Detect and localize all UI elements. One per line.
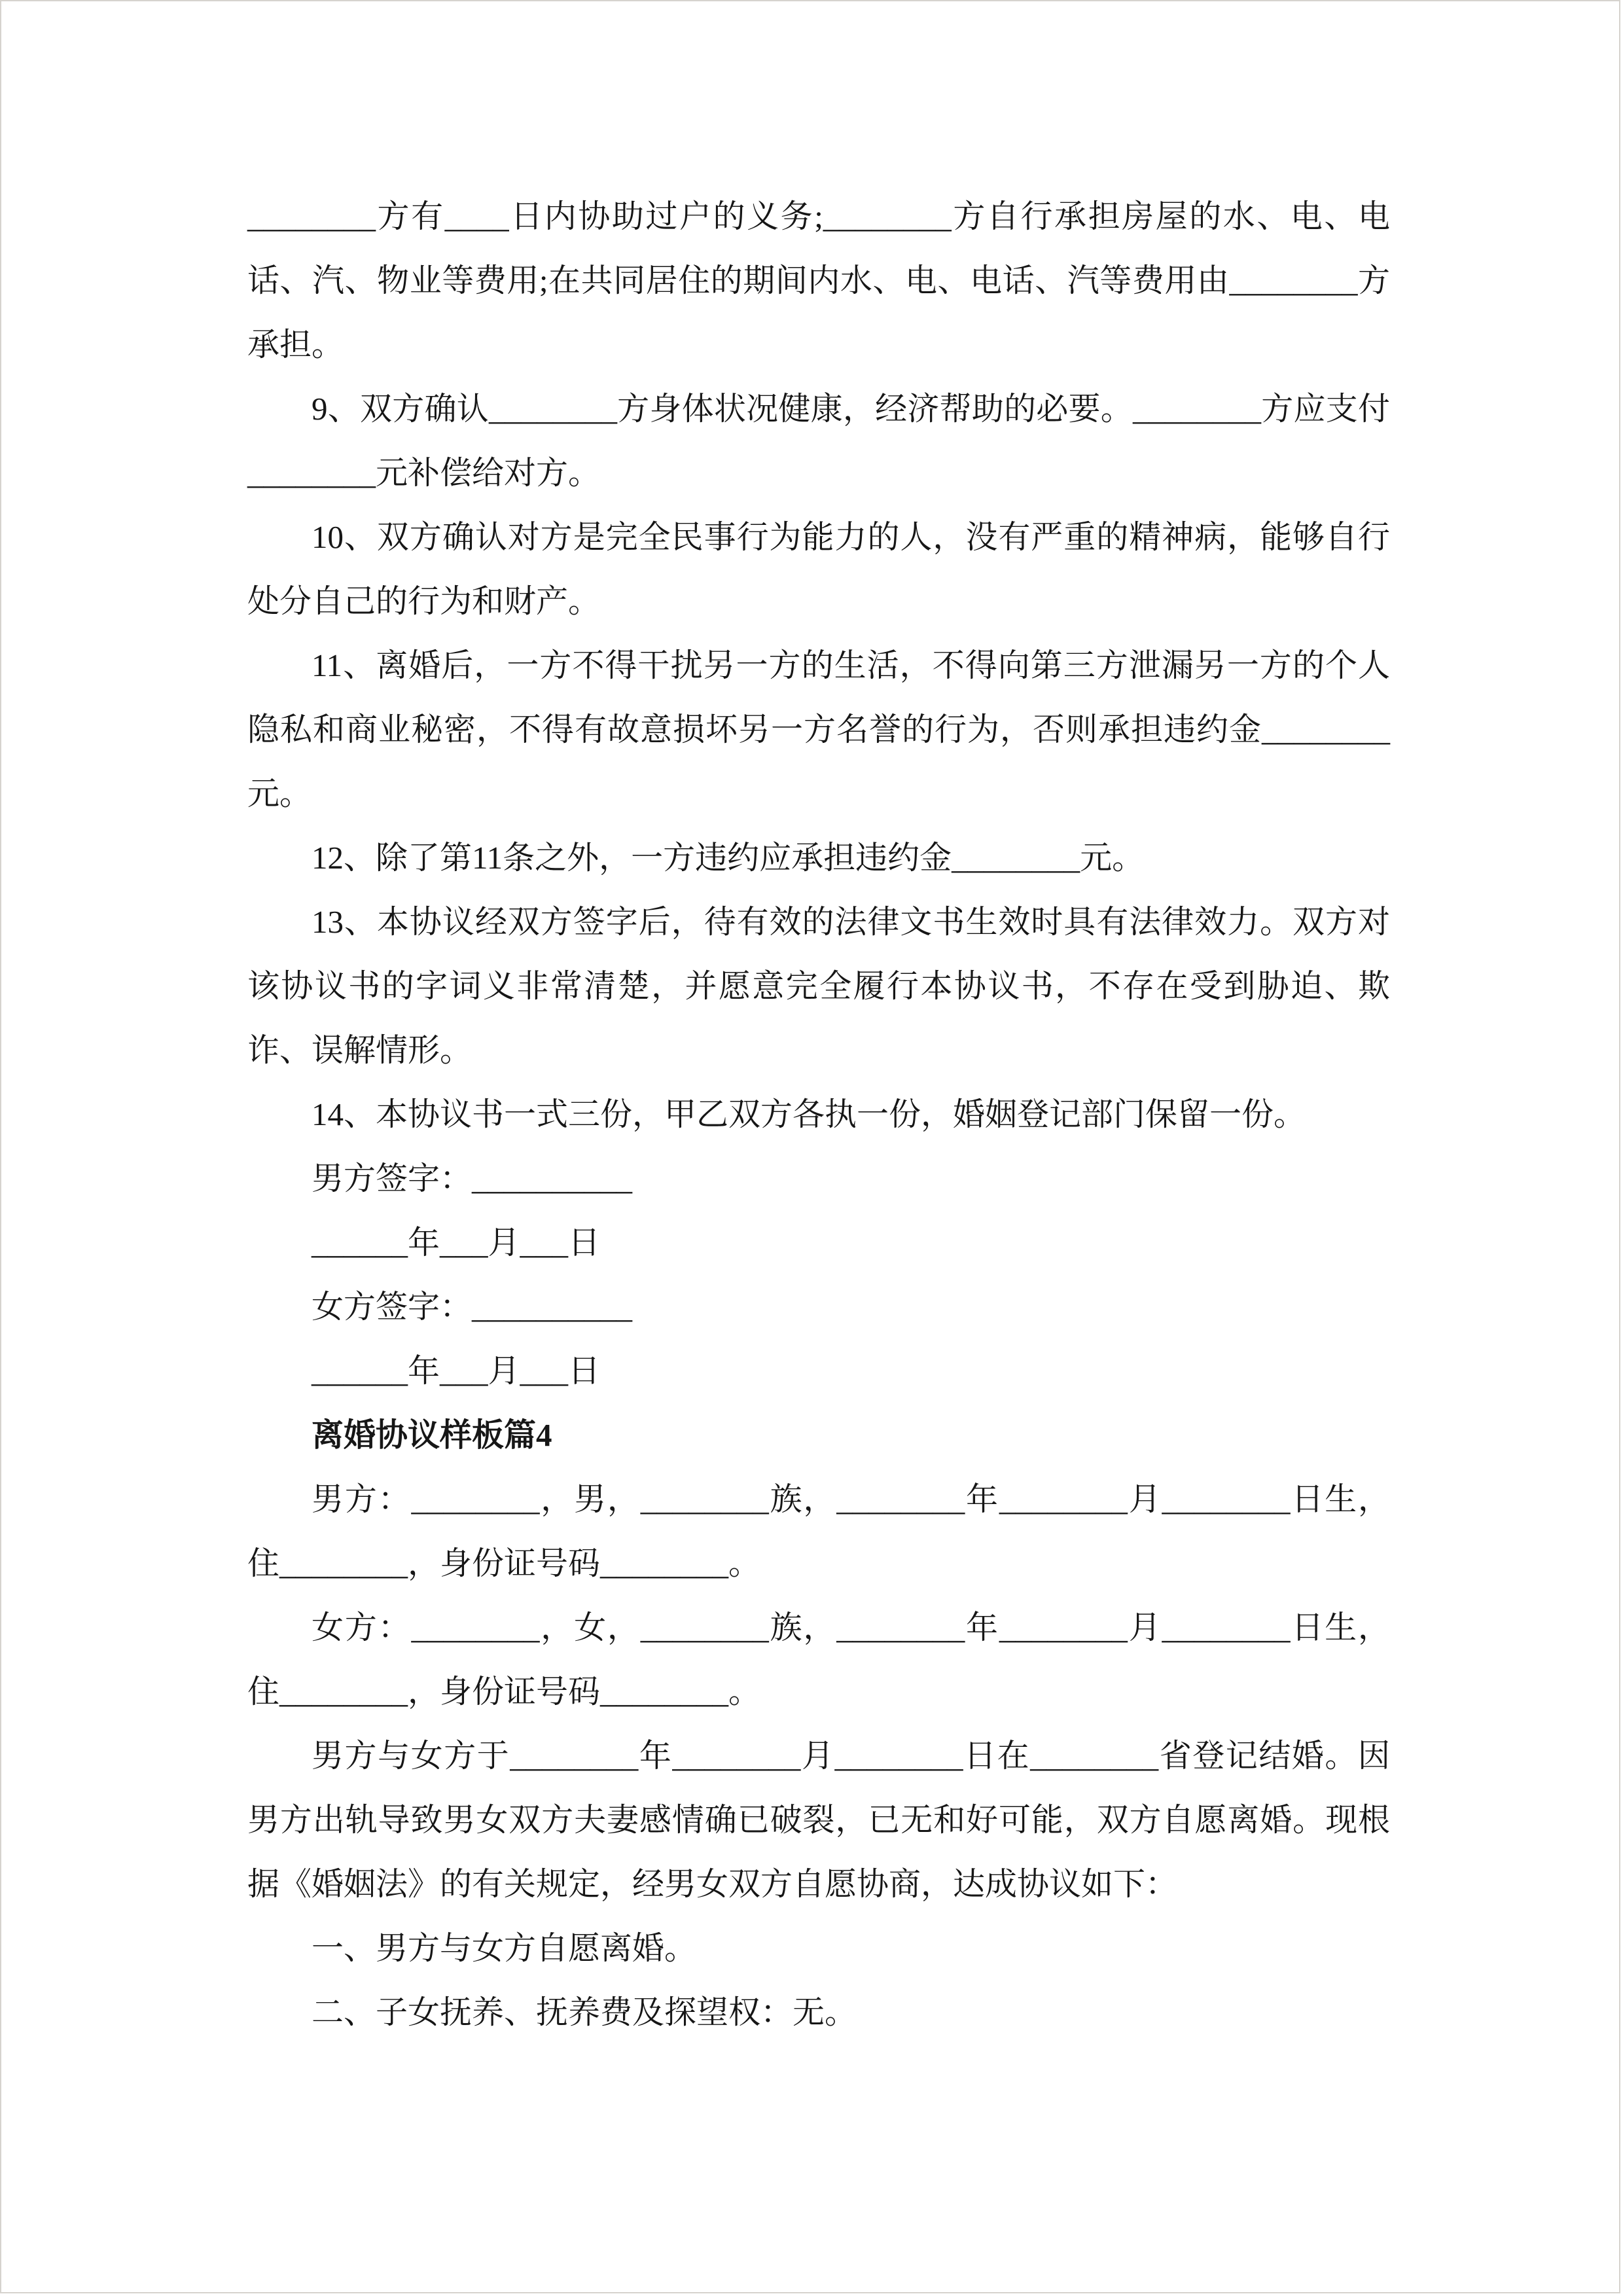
husband-signature-line: 男方签字：__________ xyxy=(312,1160,633,1196)
clause-8-continuation: ________方有____日内协助过户的义务;________方自行承担房屋的水、电、电话、汽、物业等费用;在共同居住的期间内水、电、电话、汽等费用由________方承担。 xyxy=(247,198,1390,363)
wife-signature-line: 女方签字：__________ xyxy=(312,1289,633,1325)
clause-11: 11、离婚后，一方不得干扰另一方的生活，不得向第三方泄漏另一方的个人隐私和商业秘密，不得有故意损坏另一方名誉的行为，否则承担违约金________元。 xyxy=(247,647,1390,812)
section-heading: 离婚协议样板篇4 xyxy=(312,1417,552,1453)
clause-12: 12、除了第11条之外，一方违约应承担违约金________元。 xyxy=(312,840,1145,876)
agreement-clause-1: 一、男方与女方自愿离婚。 xyxy=(312,1930,697,1966)
husband-info-line: 男方：________，男，________族，________年________月________日生，住________，身份证号码________。 xyxy=(247,1481,1390,1581)
document-body xyxy=(247,185,1390,2045)
clause-10: 10、双方确认对方是完全民事行为能力的人，没有严重的精神病，能够自行处分自己的行为和财产。 xyxy=(247,519,1390,619)
clause-13: 13、本协议经双方签字后，待有效的法律文书生效时具有法律效力。双方对该协议书的字词义非常清楚，并愿意完全履行本协议书，不存在受到胁迫、欺诈、误解情形。 xyxy=(247,904,1390,1068)
clause-14: 14、本协议书一式三份，甲乙双方各执一份，婚姻登记部门保留一份。 xyxy=(312,1096,1306,1132)
husband-signature-date: ______年___月___日 xyxy=(312,1225,601,1261)
wife-signature-date: ______年___月___日 xyxy=(312,1353,601,1389)
marriage-registration-paragraph: 男方与女方于________年________月________日在________省登记结婚。因男方出轨导致男女双方夫妻感情确已破裂，已无和好可能，双方自愿离婚。现根据《婚姻法》的有关规定，经男女双方自愿协商，达成协议如下： xyxy=(247,1738,1390,1902)
clause-9: 9、双方确认________方身体状况健康，经济帮助的必要。________方应支付________元补偿给对方。 xyxy=(247,391,1390,491)
agreement-clause-2: 二、子女抚养、抚养费及探望权：无。 xyxy=(312,1994,857,2030)
wife-info-line: 女方：________，女，________族，________年________月________日生，住________，身份证号码________。 xyxy=(247,1609,1390,1710)
